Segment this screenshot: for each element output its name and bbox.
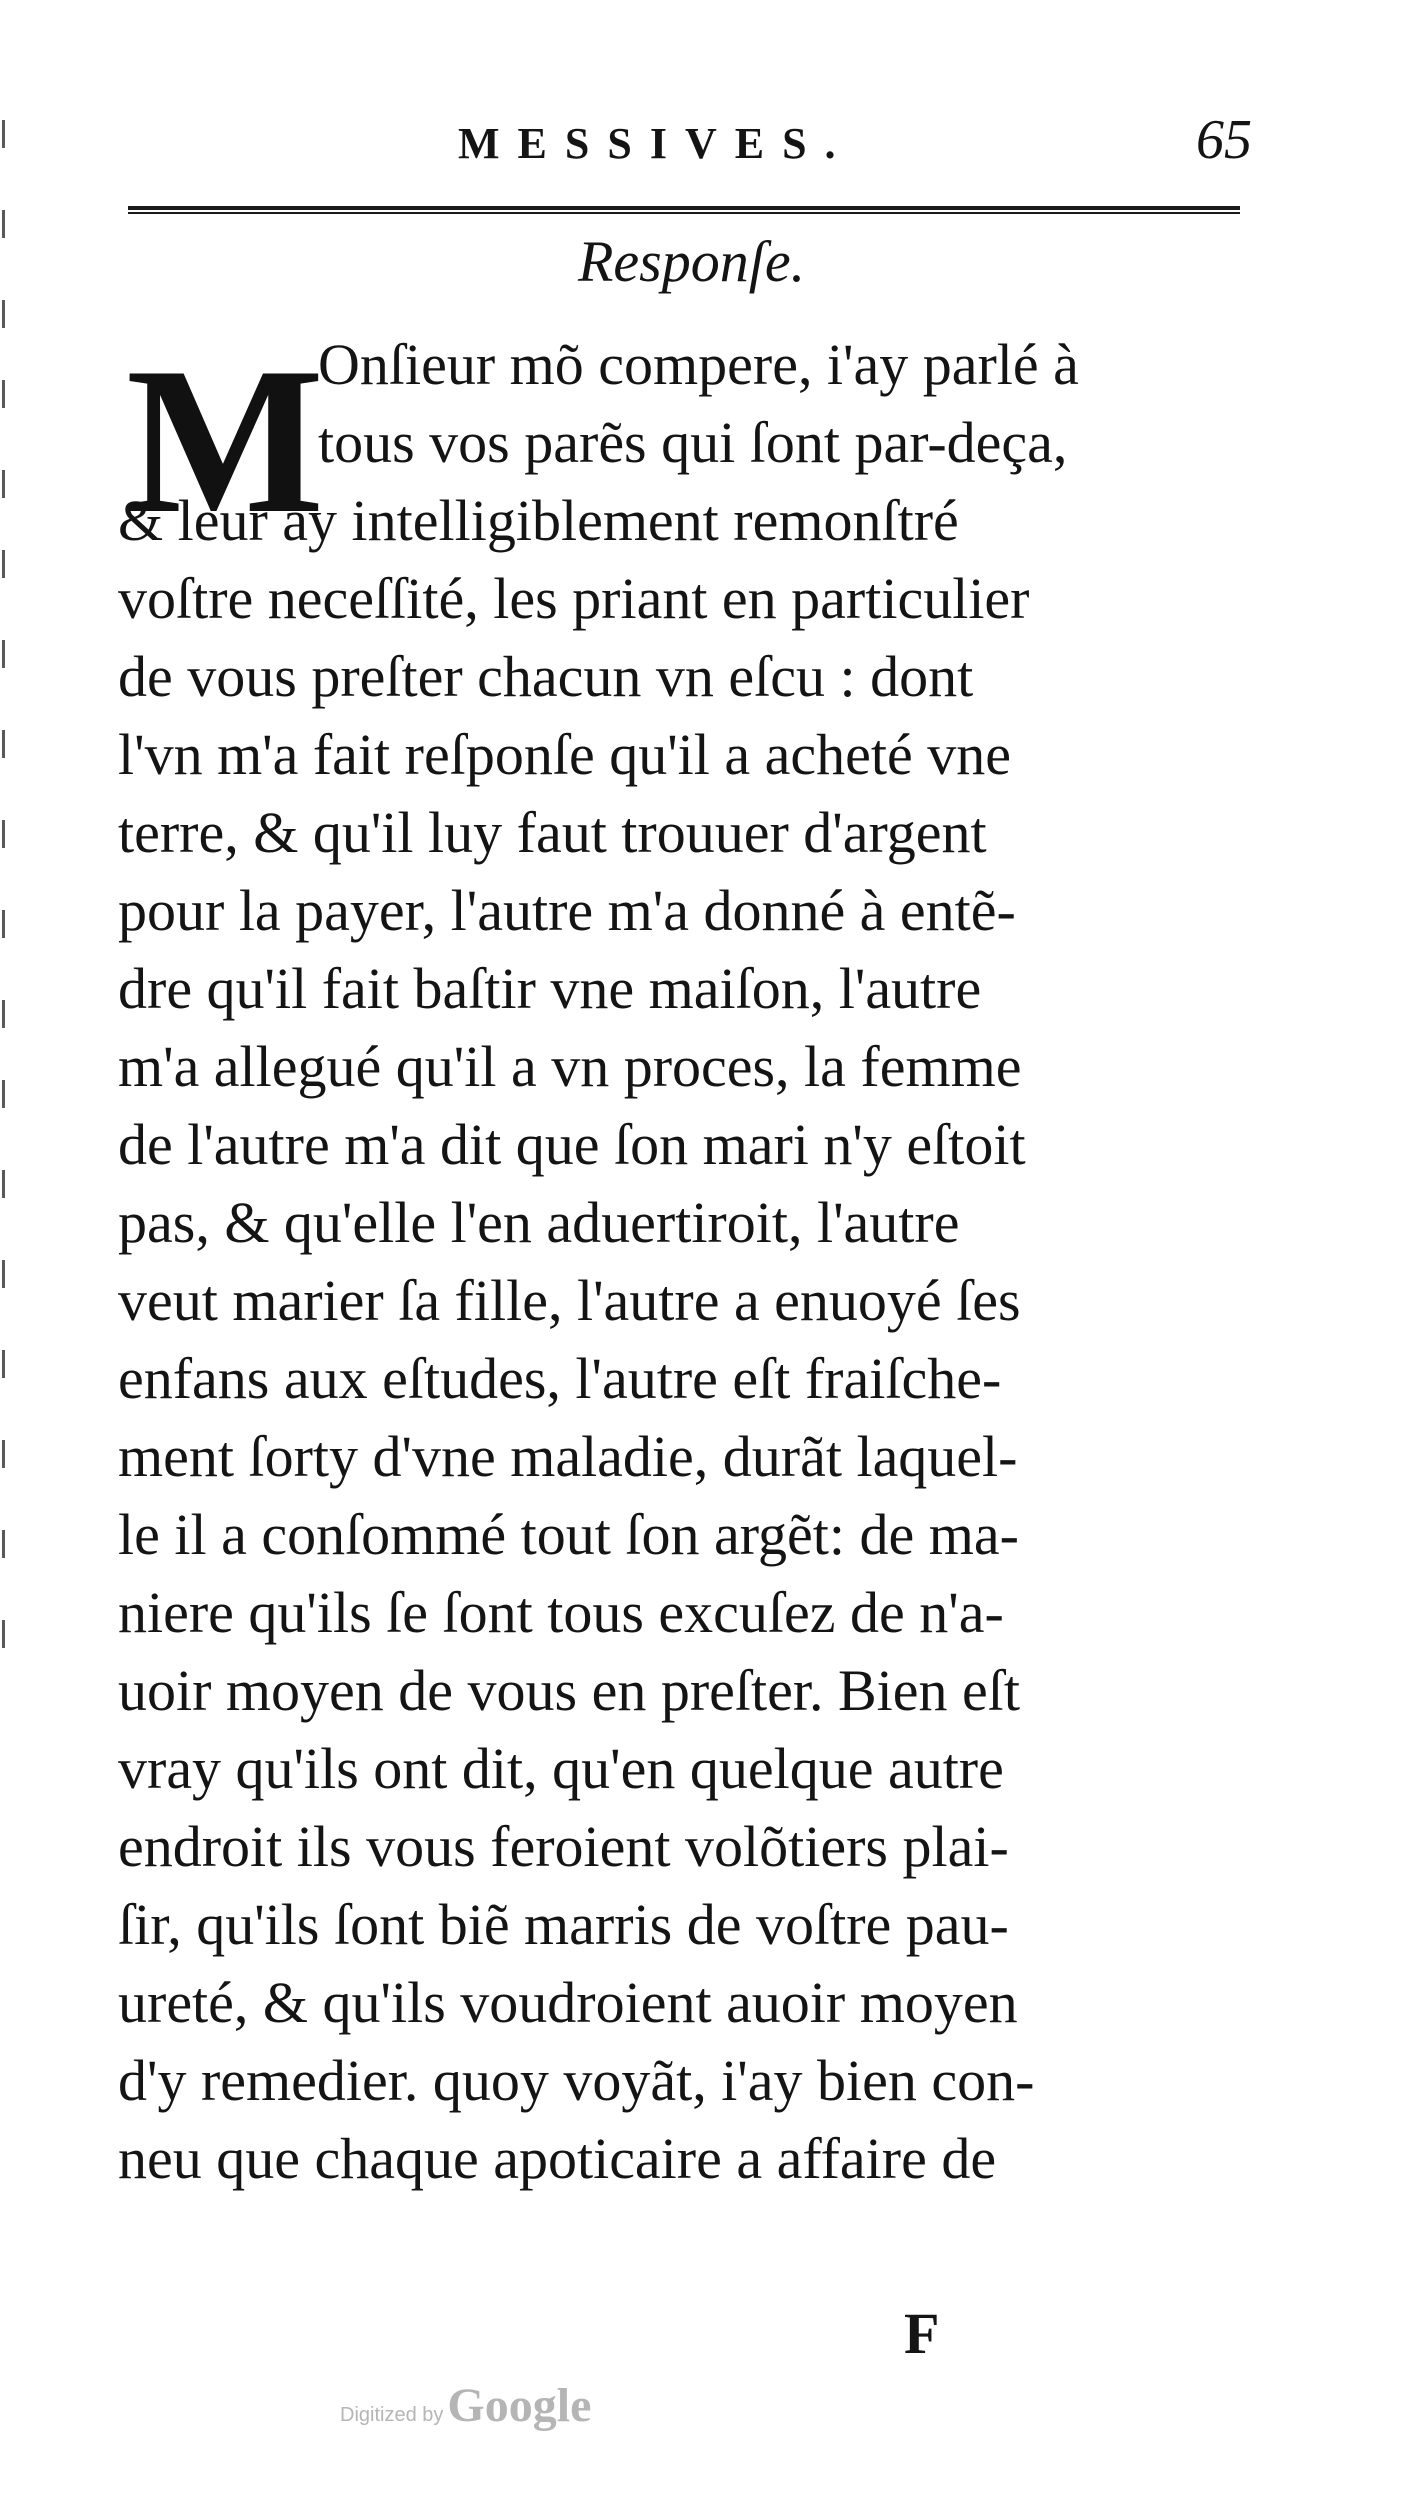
text-line: de vous preſter chacun vn eſcu : dont (118, 644, 974, 709)
text-line: voſtre neceſſité, les priant en particulier (118, 566, 1030, 631)
text-line: uoir moyen de vous en preſter. Bien eſt (118, 1658, 1021, 1723)
digitization-watermark (340, 2378, 591, 2433)
header-rule (128, 206, 1240, 216)
text-line: enfans aux eſtudes, l'autre eſt fraiſche- (118, 1346, 1002, 1411)
text-line: tous vos parẽs qui ſont par-deça, (318, 410, 1068, 475)
book-page (118, 109, 1252, 2366)
page-header (118, 109, 1252, 188)
text-line: de l'autre m'a dit que ſon mari n'y eſtoit (118, 1112, 1026, 1177)
watermark-prefix: Digitized by (340, 2404, 444, 2426)
facing-page-margin (0, 120, 24, 1820)
text-line: pour la payer, l'autre m'a donné à entẽ- (118, 878, 1016, 943)
text-line: terre, & qu'il luy faut trouuer d'argent (118, 800, 987, 865)
page-number: 65 (1196, 109, 1252, 171)
text-line: Onſieur mõ compere, i'ay parlé à (318, 332, 1079, 397)
body-text (118, 326, 1238, 2198)
section-title: Responſe. (578, 229, 806, 294)
text-line: & leur ay intelligiblement remonſtré (118, 488, 959, 553)
text-line: niere qu'ils ſe ſont tous excuſez de n'a- (118, 1580, 1004, 1645)
text-line: ſir, qu'ils ſont biẽ marris de voſtre pau- (118, 1892, 1009, 1957)
text-line: l'vn m'a fait reſponſe qu'il a acheté vne (118, 722, 1011, 787)
running-head: MESSIVES. (458, 119, 854, 168)
signature-mark: F (904, 2301, 940, 2366)
text-line: pas, & qu'elle l'en aduertiroit, l'autre (118, 1190, 960, 1255)
text-line: ureté, & qu'ils voudroient auoir moyen (118, 1970, 1018, 2035)
google-logo: Google (447, 2379, 592, 2432)
text-line: endroit ils vous feroient volõtiers plai- (118, 1814, 1009, 1879)
text-line: vray qu'ils ont dit, qu'en quelque autre (118, 1736, 1004, 1801)
text-line: dre qu'il fait baſtir vne maiſon, l'autre (118, 956, 982, 1021)
text-line: d'y remedier. quoy voyãt, i'ay bien con- (118, 2048, 1035, 2113)
drop-cap: M (126, 325, 325, 557)
text-line: le il a conſommé tout ſon argẽt: de ma- (118, 1502, 1019, 1567)
text-line: ment ſorty d'vne maladie, durãt laquel- (118, 1424, 1018, 1489)
text-line: veut marier ſa fille, l'autre a enuoyé ſes (118, 1268, 1021, 1333)
text-line: neu que chaque apoticaire a affaire de (118, 2126, 997, 2191)
text-line: m'a allegué qu'il a vn proces, la femme (118, 1034, 1022, 1099)
